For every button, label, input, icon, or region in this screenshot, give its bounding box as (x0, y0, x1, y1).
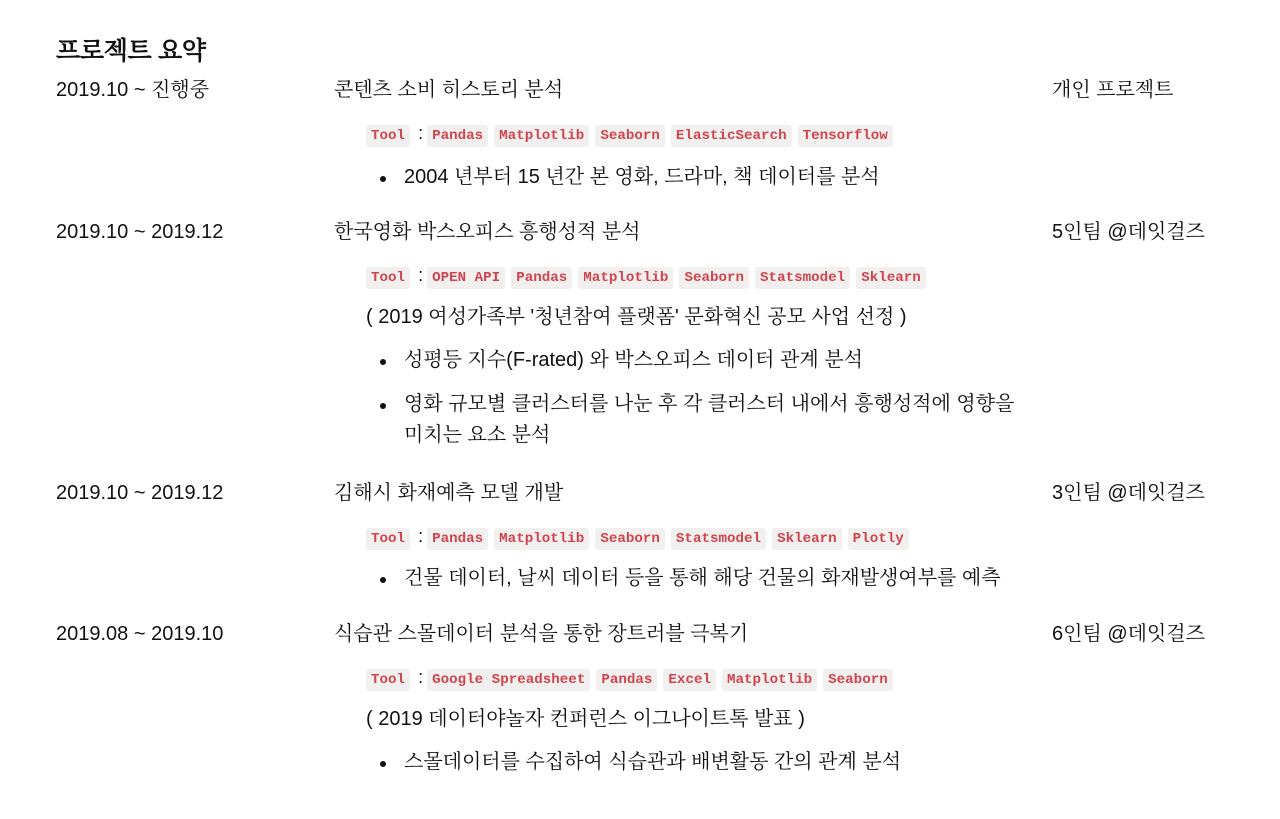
tool-tag: Plotly (848, 528, 909, 550)
tool-tag: Sklearn (772, 528, 842, 550)
project-team: 개인 프로젝트 (1052, 79, 1174, 101)
project-name: 콘텐츠 소비 히스토리 분석 (334, 79, 564, 101)
tool-tag: Tensorflow (798, 125, 893, 147)
bullet-item (380, 389, 1020, 451)
bullet-text: 2004 년부터 15 년간 본 영화, 드라마, 책 데이터를 분석 (404, 166, 880, 188)
tool-tag: Seaborn (679, 267, 749, 289)
tool-tag: Statsmodel (755, 267, 850, 289)
tool-label: Tool (366, 267, 410, 289)
tool-tag: Matplotlib (494, 528, 589, 550)
bullet-list (380, 747, 1020, 791)
tool-tag: Pandas (511, 267, 572, 289)
tool-colon: : (418, 525, 424, 546)
tool-colon: : (418, 122, 424, 143)
tool-tag: Statsmodel (671, 528, 766, 550)
tool-colon: : (418, 666, 424, 687)
project-team: 5인팀 @데잇걸즈 (1052, 221, 1205, 243)
project-period: 2019.10 ~ 2019.12 (56, 221, 224, 243)
tool-tag: Pandas (427, 528, 488, 550)
bullet-item (380, 162, 1020, 193)
tool-label: Tool (366, 528, 410, 550)
bullet-dot-icon (380, 176, 386, 182)
bullet-dot-icon (380, 359, 386, 365)
project-team: 3인팀 @데잇걸즈 (1052, 482, 1205, 504)
bullet-dot-icon (380, 761, 386, 767)
tool-tag: Excel (663, 669, 716, 691)
bullet-list (380, 563, 1020, 607)
tool-tag: Pandas (427, 125, 488, 147)
project-period: 2019.08 ~ 2019.10 (56, 623, 224, 645)
bullet-text: 건물 데이터, 날씨 데이터 등을 통해 해당 건물의 화재발생여부를 예측 (404, 567, 1001, 589)
bullet-list (380, 345, 1020, 464)
tool-list (366, 266, 932, 290)
project-name: 한국영화 박스오피스 흥행성적 분석 (334, 221, 641, 243)
bullet-text: 스몰데이터를 수집하여 식습관과 배변활동 간의 관계 분석 (404, 751, 902, 773)
tool-tag: Matplotlib (494, 125, 589, 147)
tool-tag: Seaborn (823, 669, 893, 691)
tool-label: Tool (366, 669, 410, 691)
tool-label: Tool (366, 125, 410, 147)
tool-tag: Pandas (596, 669, 657, 691)
tool-tag: ElasticSearch (671, 125, 792, 147)
page-title: 프로젝트 요약 (56, 37, 206, 65)
tool-list (366, 124, 899, 148)
project-period: 2019.10 ~ 2019.12 (56, 482, 224, 504)
project-team: 6인팀 @데잇걸즈 (1052, 623, 1205, 645)
project-note: ( 2019 여성가족부 '청년참여 플랫폼' 문화혁신 공모 사업 선정 ) (366, 306, 907, 328)
tool-list (366, 527, 915, 551)
tool-tag: Matplotlib (722, 669, 817, 691)
bullet-list (380, 162, 1020, 206)
bullet-dot-icon (380, 403, 386, 409)
bullet-item (380, 563, 1020, 594)
bullet-item (380, 747, 1020, 778)
project-note: ( 2019 데이터야놀자 컨퍼런스 이그나이트톡 발표 ) (366, 708, 805, 730)
tool-tag: Google Spreadsheet (427, 669, 590, 691)
project-period: 2019.10 ~ 진행중 (56, 79, 210, 101)
tool-colon: : (418, 264, 424, 285)
bullet-text: 영화 규모별 클러스터를 나눈 후 각 클러스터 내에서 흥행성적에 영향을 미치는 요소 분석 (404, 393, 1015, 446)
tool-tag: Seaborn (595, 125, 665, 147)
tool-tag: Matplotlib (578, 267, 673, 289)
project-name: 김해시 화재예측 모델 개발 (334, 482, 564, 504)
bullet-text: 성평등 지수(F-rated) 와 박스오피스 데이터 관계 분석 (404, 349, 863, 371)
tool-tag: OPEN API (427, 267, 505, 289)
tool-tag: Sklearn (856, 267, 926, 289)
bullet-dot-icon (380, 577, 386, 583)
bullet-item (380, 345, 1020, 376)
project-name: 식습관 스몰데이터 분석을 통한 장트러블 극복기 (334, 623, 749, 645)
tool-list (366, 668, 899, 692)
tool-tag: Seaborn (595, 528, 665, 550)
